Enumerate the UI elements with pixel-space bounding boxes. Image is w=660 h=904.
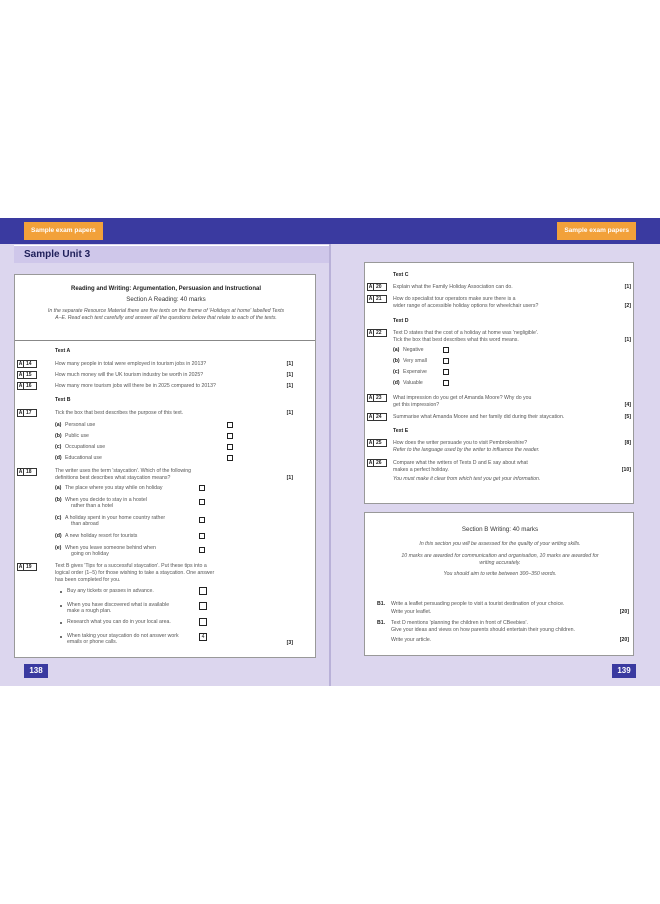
writing-task-label: B1. bbox=[377, 601, 386, 607]
option-label: Very small bbox=[403, 358, 427, 364]
unit-title-bar bbox=[14, 245, 330, 263]
option-checkbox[interactable] bbox=[227, 455, 233, 461]
option-letter: (d) bbox=[55, 533, 62, 539]
bullet bbox=[60, 591, 62, 593]
marks: [20] bbox=[619, 609, 629, 615]
marks: [3] bbox=[286, 640, 293, 646]
option-letter: (c) bbox=[55, 444, 62, 450]
question-number: A 20 bbox=[367, 283, 387, 291]
option-checkbox[interactable] bbox=[199, 547, 205, 553]
question-text: Text D states that the cost of a holiday at home was 'negligible'. bbox=[393, 330, 539, 336]
left-page-box bbox=[14, 274, 316, 658]
question-text: How much money will the UK tourism industry be worth in 2025? bbox=[55, 372, 204, 378]
question-text: How does the writer persuade you to visit Pembrokeshire? bbox=[393, 440, 528, 446]
question-text: Tick the box that best describes what this word means. bbox=[393, 337, 519, 343]
option-checkbox[interactable] bbox=[227, 444, 233, 450]
question-number: A 17 bbox=[17, 409, 37, 417]
option-label: Expensive bbox=[403, 369, 427, 375]
option-letter: (a) bbox=[55, 422, 62, 428]
option-checkbox[interactable] bbox=[443, 358, 449, 364]
option-label: A new holiday resort for tourists bbox=[65, 533, 138, 539]
option-letter: (c) bbox=[393, 369, 400, 375]
option-letter: (d) bbox=[55, 455, 62, 461]
divider bbox=[15, 340, 315, 341]
writing-task-label: B1. bbox=[377, 620, 386, 626]
writing-task-text: Text D mentions 'planning the children in front of CBeebies'. bbox=[391, 620, 528, 626]
question-number: A 19 bbox=[17, 563, 37, 571]
option-label: going on holiday bbox=[71, 551, 109, 557]
marks: [10] bbox=[621, 467, 631, 473]
question-number: A 14 bbox=[17, 360, 37, 368]
question-number: A 25 bbox=[367, 439, 387, 447]
question-text: get this impression? bbox=[393, 402, 440, 408]
text-a-heading: Text A bbox=[55, 348, 71, 354]
order-box[interactable] bbox=[199, 602, 207, 610]
book-spread bbox=[0, 218, 660, 686]
option-label: Occupational use bbox=[65, 444, 106, 450]
option-checkbox[interactable] bbox=[227, 422, 233, 428]
option-letter: (a) bbox=[55, 485, 62, 491]
section-b-instruction: In this section you will be assessed for the quality of your writing skills. bbox=[419, 541, 581, 547]
question-text: Explain what the Family Holiday Association can do. bbox=[393, 284, 513, 290]
section-b-instruction: 10 marks are awarded for communication and organisation, 10 marks are awarded for writing accurately. bbox=[401, 553, 599, 566]
question-number: A 26 bbox=[367, 459, 387, 467]
left-header-tab: Sample exam papers bbox=[24, 222, 103, 240]
section-a-heading: Section A Reading: 40 marks bbox=[126, 296, 206, 303]
question-text: makes a perfect holiday. bbox=[393, 467, 449, 473]
question-text: Summarise what Amanda Moore and her family did during their staycation. bbox=[393, 414, 565, 420]
option-letter: (a) bbox=[393, 347, 400, 353]
question-number: A 23 bbox=[367, 394, 387, 402]
question-text: definitions best describes what staycation means? bbox=[55, 475, 171, 481]
section-b-box bbox=[364, 512, 634, 656]
marks: [4] bbox=[624, 402, 631, 408]
question-text: How many more tourism jobs will there be in 2025 compared to 2013? bbox=[55, 383, 216, 389]
page-number-left: 138 bbox=[24, 664, 48, 678]
text-e-heading: Text E bbox=[393, 428, 409, 434]
question-text: Text B gives 'Tips for a successful staycation'. Put these tips into a bbox=[55, 563, 207, 569]
text-b-heading: Text B bbox=[55, 397, 71, 403]
tip-text: When you have discovered what is available bbox=[67, 602, 170, 608]
question-text: wider range of accessible holiday options for wheelchair users? bbox=[393, 303, 539, 309]
option-checkbox[interactable] bbox=[443, 369, 449, 375]
unit-title: Sample Unit 3 bbox=[24, 249, 91, 260]
option-letter: (b) bbox=[55, 433, 62, 439]
option-checkbox[interactable] bbox=[443, 347, 449, 353]
option-letter: (c) bbox=[55, 515, 62, 521]
question-hint: You must make it clear from which text you get your information. bbox=[393, 476, 541, 482]
question-number: A 21 bbox=[367, 295, 387, 303]
text-d-heading: Text D bbox=[393, 318, 409, 324]
writing-task-text: Write your leaflet. bbox=[391, 609, 432, 615]
question-number: A 22 bbox=[367, 329, 387, 337]
tip-text: When taking your staycation do not answer work bbox=[67, 633, 179, 639]
option-label: rather than a hotel bbox=[71, 503, 114, 509]
question-text: What impression do you get of Amanda Moore? Why do you bbox=[393, 395, 532, 401]
section-b-heading: Section B Writing: 40 marks bbox=[461, 526, 539, 533]
option-letter: (b) bbox=[393, 358, 400, 364]
question-number: A 15 bbox=[17, 371, 37, 379]
option-letter: (d) bbox=[393, 380, 400, 386]
paper-title: Reading and Writing: Argumentation, Persuasion and Instructional bbox=[70, 286, 261, 292]
marks: [1] bbox=[286, 475, 293, 481]
option-label: A holiday spent in your home country rather bbox=[65, 515, 166, 521]
marks: [20] bbox=[619, 637, 629, 643]
question-text: The writer uses the term 'staycation'. Which of the following bbox=[55, 468, 192, 474]
option-letter: (b) bbox=[55, 497, 62, 503]
bullet bbox=[60, 622, 62, 624]
marks: [1] bbox=[286, 372, 293, 378]
writing-task-text: Write a leaflet persuading people to visit a tourist destination of your choice. bbox=[391, 601, 565, 607]
marks: [2] bbox=[624, 303, 631, 309]
question-number: A 24 bbox=[367, 413, 387, 421]
option-label: The place where you stay while on holiday bbox=[65, 485, 163, 491]
option-checkbox[interactable] bbox=[443, 380, 449, 386]
marks: [8] bbox=[624, 440, 631, 446]
text-c-heading: Text C bbox=[393, 272, 409, 278]
option-letter: (e) bbox=[55, 545, 62, 551]
question-text: has been completed for you. bbox=[55, 577, 121, 583]
marks: [1] bbox=[286, 361, 293, 367]
writing-task-text: Write your article. bbox=[391, 637, 432, 643]
option-label: When you decide to stay in a hostel bbox=[65, 497, 147, 503]
marks: [1] bbox=[624, 337, 631, 343]
option-label: Valuable bbox=[403, 380, 423, 386]
bullet bbox=[60, 605, 62, 607]
option-checkbox[interactable] bbox=[199, 517, 205, 523]
question-text: Tick the box that best describes the purpose of this text. bbox=[55, 410, 184, 416]
right-page-box bbox=[364, 262, 634, 504]
option-checkbox[interactable] bbox=[199, 499, 205, 505]
book-spine bbox=[329, 244, 331, 686]
option-checkbox[interactable] bbox=[199, 485, 205, 491]
tip-text: make a rough plan. bbox=[67, 608, 112, 614]
order-box[interactable] bbox=[199, 587, 207, 595]
option-label: Public use bbox=[65, 433, 89, 439]
order-box[interactable]: 4 bbox=[199, 633, 207, 641]
instructions: In the separate Resource Material there are five texts on the theme of 'Holidays at home' labelled Texts A–E. Read each text carefully and answer all the questions below that relate to each of the texts. bbox=[47, 308, 285, 321]
option-checkbox[interactable] bbox=[227, 433, 233, 439]
bullet bbox=[60, 636, 62, 638]
question-number: A 16 bbox=[17, 382, 37, 390]
option-label: than abroad bbox=[71, 521, 99, 527]
question-text: Compare what the writers of Texts D and E say about what bbox=[393, 460, 528, 466]
option-checkbox[interactable] bbox=[199, 533, 205, 539]
header-band bbox=[0, 218, 660, 244]
question-text: How many people in total were employed in tourism jobs in 2013? bbox=[55, 361, 207, 367]
question-number: A 18 bbox=[17, 468, 37, 476]
tip-text: Buy any tickets or passes in advance. bbox=[67, 588, 154, 594]
question-text: How do specialist tour operators make sure there is a bbox=[393, 296, 516, 302]
page-number-right: 139 bbox=[612, 664, 636, 678]
question-hint: Refer to the language used by the writer to influence the reader. bbox=[393, 447, 540, 453]
question-text: logical order (1–5) for those wishing to take a staycation. One answer bbox=[55, 570, 215, 576]
tip-text: emails or phone calls. bbox=[67, 639, 118, 645]
option-label: Educational use bbox=[65, 455, 102, 461]
writing-task-text: Give your ideas and views on how parents should entertain their young children. bbox=[391, 627, 575, 633]
order-box[interactable] bbox=[199, 618, 207, 626]
marks: [1] bbox=[286, 410, 293, 416]
marks: [5] bbox=[624, 414, 631, 420]
marks: [1] bbox=[286, 383, 293, 389]
right-header-tab: Sample exam papers bbox=[557, 222, 636, 240]
option-label: Personal use bbox=[65, 422, 96, 428]
option-label: Negative bbox=[403, 347, 424, 353]
section-b-instruction: You should aim to write between 300–350 words. bbox=[443, 571, 557, 577]
marks: [1] bbox=[624, 284, 631, 290]
tip-text: Research what you can do in your local area. bbox=[67, 619, 171, 625]
option-label: When you leave someone behind when bbox=[65, 545, 156, 551]
